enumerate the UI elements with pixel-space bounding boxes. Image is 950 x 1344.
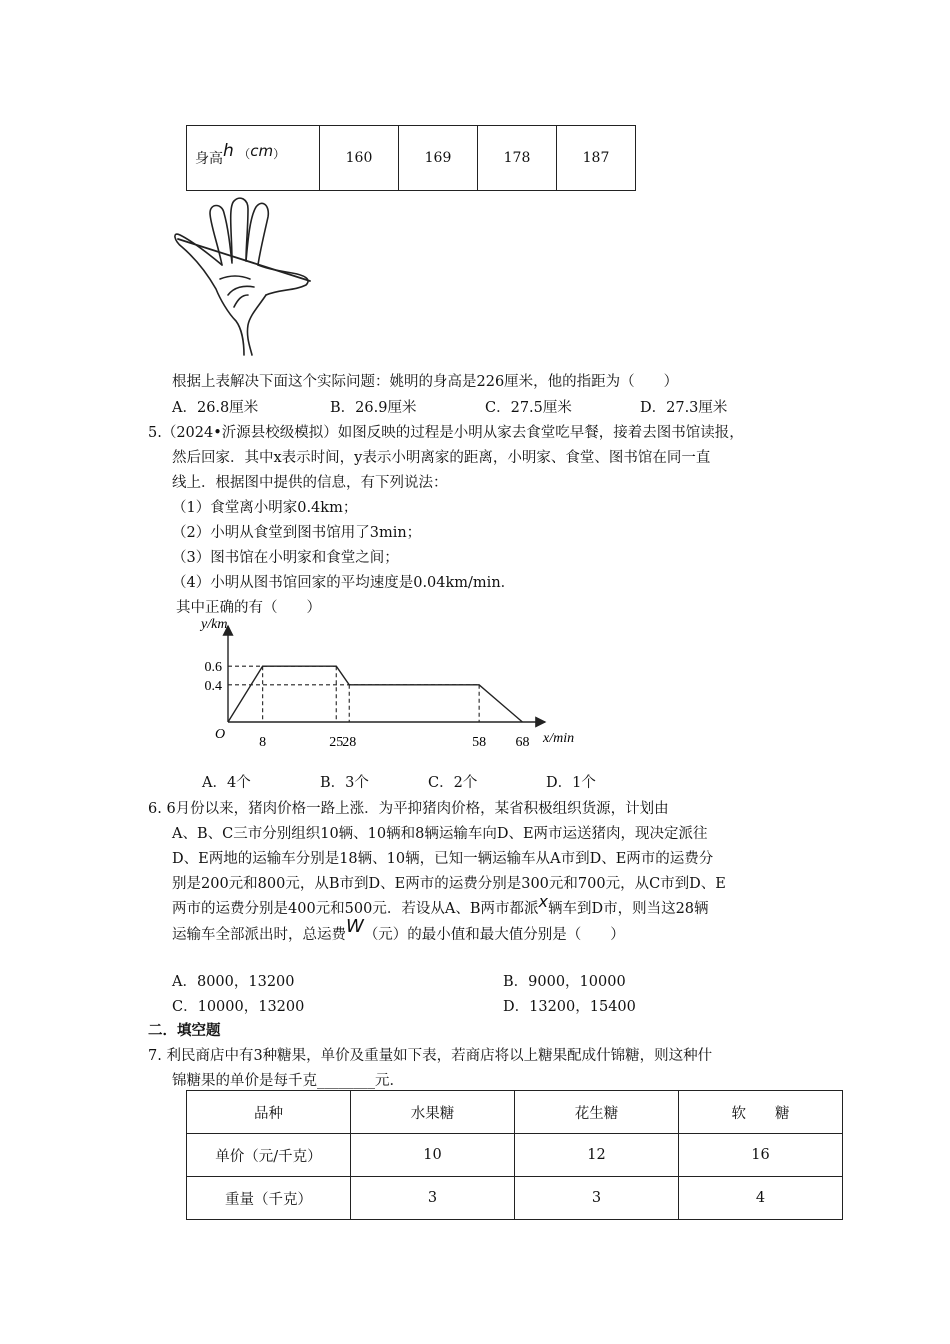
q7-line2: 锦糖果的单价是每千克________元． <box>172 1073 404 1089</box>
q4-stem: 根据上表解决下面这个实际问题：姚明的身高是226厘米，他的指距为（ ） <box>172 374 679 390</box>
table-header-cell: 水果糖 <box>351 1091 515 1134</box>
x-tick-label: 58 <box>472 735 487 750</box>
q6-line2: A、B、C三市分别组织10辆、10辆和8辆运输车向D、E两市运送猪肉，现决定派往 <box>172 826 708 842</box>
q5-statement-1: （1）食堂离小明家0.4km； <box>172 500 358 516</box>
q6-line6 <box>172 916 625 944</box>
table-cell: 3 <box>351 1177 515 1220</box>
x-tick-label: 25 <box>329 735 344 750</box>
q5-option-a: A．4个 <box>202 775 251 791</box>
x-axis-label: x/min <box>543 731 575 746</box>
table-cell: 187 <box>557 126 636 191</box>
q6-line5 <box>172 892 709 918</box>
q6-line5-part1: 两市的运费分别是400元和500元．若设从A、B两市都派 <box>172 901 539 917</box>
x-tick-label: 68 <box>515 735 530 750</box>
var-h: h <box>223 141 234 161</box>
q6-option-d: D．13200，15400 <box>503 999 636 1015</box>
table-cell: 4 <box>679 1177 843 1220</box>
unit-close: ） <box>273 147 286 161</box>
hand-illustration <box>170 195 330 360</box>
table-cell: 3 <box>515 1177 679 1220</box>
data-line <box>228 666 522 722</box>
q6-line1: 6. 6月份以来，猪肉价格一路上涨．为平抑猪肉价格，某省积极组织货源，计划由 <box>148 801 669 817</box>
var-w: W <box>346 916 364 937</box>
var-x: x <box>538 892 548 911</box>
y-tick-label: 0.6 <box>204 660 222 676</box>
q6-line6-part2: （元）的最小值和最大值分别是（ ） <box>363 927 625 943</box>
q6-option-a: A．8000，13200 <box>172 974 295 990</box>
table-cell: 12 <box>515 1134 679 1177</box>
table-row <box>187 1177 843 1220</box>
unit-open: （ <box>238 147 251 161</box>
q5-line1: 5.（2024•沂源县校级模拟）如图反映的过程是小明从家去食堂吃早餐，接着去图书馆读报， <box>148 425 744 441</box>
q6-option-c: C．10000，13200 <box>172 999 305 1015</box>
header-label: 身高 <box>195 151 223 167</box>
table-row <box>187 1091 843 1134</box>
x-tick-label: 8 <box>259 735 267 750</box>
q7-line1: 7. 利民商店中有3种糖果，单价及重量如下表，若商店将以上糖果配成什锦糖，则这种什 <box>148 1048 713 1064</box>
q5-option-b: B．3个 <box>320 775 369 791</box>
q5-statement-2: （2）小明从食堂到图书馆用了3min； <box>172 525 422 541</box>
q5-line2: 然后回家．其中x表示时间，y表示小明离家的距离，小明家、食堂、图书馆在同一直 <box>172 450 711 466</box>
q5-statement-3: （3）图书馆在小明家和食堂之间； <box>172 550 399 566</box>
section-title: 二．填空题 <box>148 1022 221 1039</box>
table-cell: 160 <box>320 126 399 191</box>
q5-option-c: C．2个 <box>428 775 478 791</box>
y-axis-label: y/km <box>201 617 228 632</box>
table-header-cell: 品种 <box>187 1091 351 1134</box>
q4-option-b: B．26.9厘米 <box>330 400 417 416</box>
table-cell: 169 <box>399 126 478 191</box>
y-tick-label: 0.4 <box>204 678 222 694</box>
candy-table <box>186 1090 843 1220</box>
table-header-cell: 软 糖 <box>679 1091 843 1134</box>
table-cell: 重量（千克） <box>187 1177 351 1220</box>
q4-option-a: A．26.8厘米 <box>172 400 259 416</box>
q4-option-d: D．27.3厘米 <box>640 400 728 416</box>
height-table <box>186 125 636 191</box>
q5-option-d: D．1个 <box>546 775 596 791</box>
table-cell: 10 <box>351 1134 515 1177</box>
table-row <box>187 1134 843 1177</box>
table-header-cell: 花生糖 <box>515 1091 679 1134</box>
q6-line6-part1: 运输车全部派出时，总运费 <box>172 927 346 943</box>
x-tick-label: 28 <box>342 735 357 750</box>
q6-line5-part2: 辆车到D市，则当这28辆 <box>547 901 709 917</box>
unit-cm: cm <box>250 142 274 160</box>
q6-line3: D、E两地的运输车分别是18辆、10辆，已知一辆运输车从A市到D、E两市的运费分 <box>172 851 714 867</box>
q5-prompt: 其中正确的有（ ） <box>176 600 321 616</box>
q5-statement-4: （4）小明从图书馆回家的平均速度是0.04km/min． <box>172 575 516 591</box>
origin-label: O <box>215 727 226 742</box>
distance-time-chart <box>195 612 595 752</box>
table-cell: 单价（元/千克） <box>187 1134 351 1177</box>
q6-line4: 别是200元和800元，从B市到D、E两市的运费分别是300元和700元，从C市到D、E <box>172 876 726 892</box>
q4-option-c: C．27.5厘米 <box>485 400 572 416</box>
table-header-cell <box>187 126 320 191</box>
q6-option-b: B．9000，10000 <box>503 974 626 990</box>
table-cell: 16 <box>679 1134 843 1177</box>
table-cell: 178 <box>478 126 557 191</box>
q5-line3: 线上．根据图中提供的信息，有下列说法： <box>172 475 448 491</box>
